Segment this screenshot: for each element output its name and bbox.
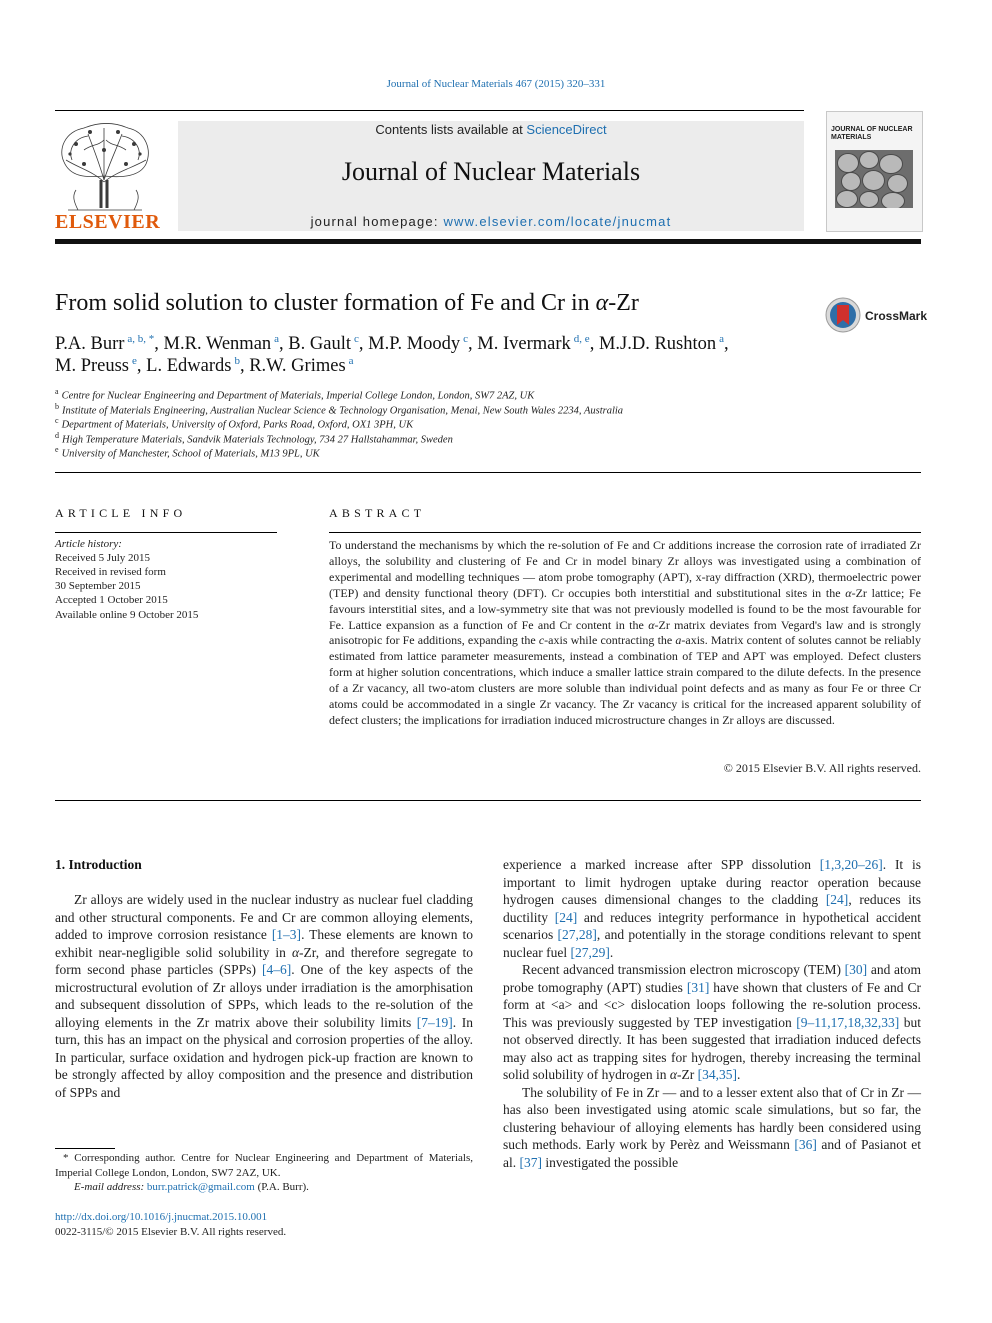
header-top-rule bbox=[55, 110, 804, 111]
text-fragment: . One of the key aspects of the microstructural evolution of Zr alloys under irradiation is the amorphisation and subsequent dissolution of SPPs, which leads to the re-solution of the alloying elements in the Zr matrix above their solubility limits bbox=[55, 962, 473, 1030]
history-line: Available online 9 October 2015 bbox=[55, 609, 199, 621]
text-fragment: . bbox=[736, 1067, 741, 1082]
reference-link[interactable]: [30] bbox=[844, 962, 868, 977]
affiliation bbox=[55, 402, 623, 417]
abstract-c-axis: c bbox=[538, 633, 545, 648]
cover-title: JOURNAL OF NUCLEAR MATERIALS bbox=[831, 126, 913, 141]
text-fragment: The solubility of Fe in Zr — and to a lesser extent also that of Cr in Zr — has also been investigated using atomic scale simulations, but so far, the clustering behaviour of alloying elements has hardly been considered using such methods. Early work by Perèz and Weissmann bbox=[503, 1084, 921, 1152]
homepage-line bbox=[178, 214, 804, 229]
footnote-rule bbox=[55, 1148, 115, 1149]
abstract-a-axis: a bbox=[675, 633, 682, 648]
introduction-heading: 1. Introduction bbox=[55, 857, 142, 872]
intro-paragraph bbox=[503, 961, 921, 1084]
elsevier-wordmark: ELSEVIER bbox=[55, 211, 161, 233]
affiliation-key: c bbox=[55, 416, 59, 425]
author-aff-link[interactable]: a bbox=[348, 355, 354, 367]
text-fragment: experience a marked increase after SPP dissolution bbox=[503, 857, 820, 872]
intro-right-column bbox=[503, 856, 921, 1171]
author-separator: , bbox=[589, 334, 599, 354]
text-fragment: . bbox=[609, 944, 614, 960]
doi-link[interactable]: http://dx.doi.org/10.1016/j.jnucmat.2015.10.001 bbox=[55, 1211, 268, 1223]
reference-link[interactable]: [37] bbox=[519, 1154, 542, 1170]
text-fragment: . It is important to limit hydrogen uptake during reactor operation because hydrogen causes dimensional changes to the cladding bbox=[503, 857, 921, 907]
abstract-fragment: -axis while contracting the bbox=[544, 633, 676, 648]
crossmark-label: CrossMark bbox=[865, 309, 928, 323]
text-fragment: , and potentially in the storage conditions relevant to spent nuclear fuel bbox=[503, 927, 921, 960]
author-separator: , bbox=[358, 334, 369, 354]
author-separator: , bbox=[724, 334, 729, 354]
affiliation-key: b bbox=[55, 402, 59, 411]
intro-left-column bbox=[55, 891, 473, 1101]
author-name: M.J.D. Rushton bbox=[598, 334, 717, 354]
affiliation-key: e bbox=[55, 445, 59, 454]
journal-header-box bbox=[178, 121, 804, 231]
affiliation bbox=[55, 431, 453, 446]
reference-link[interactable]: [27,28] bbox=[557, 927, 597, 942]
email-line bbox=[55, 1180, 473, 1195]
author-separator: , bbox=[136, 356, 147, 376]
title-suffix: -Zr bbox=[608, 290, 639, 316]
header-thick-rule bbox=[55, 239, 921, 244]
homepage-link[interactable]: www.elsevier.com/locate/jnucmat bbox=[443, 214, 672, 229]
crossmark-button[interactable] bbox=[825, 297, 945, 335]
reference-link[interactable]: [9–11,17,18,32,33] bbox=[796, 1014, 900, 1030]
text-fragment: Zr alloys are widely used in the nuclear industry as nuclear fuel cladding and other structural components. Fe and Cr are common alloying elements, added to improve corrosion resistance bbox=[55, 892, 473, 942]
author-aff-link[interactable]: d, e bbox=[573, 333, 590, 345]
reference-link[interactable]: [24] bbox=[825, 892, 849, 907]
history-line: 30 September 2015 bbox=[55, 580, 141, 592]
author-aff-link[interactable]: b bbox=[234, 355, 240, 367]
text-fragment: have shown that clusters of Fe and Cr form at <a> and <c> dislocation loops following the re-solution process. This was previously suggested by TEP investigation bbox=[503, 979, 921, 1030]
journal-cover-image bbox=[826, 111, 923, 232]
affiliation-text: High Temperature Materials, Sandvik Materials Technology, 734 27 Hallstahammar, Sweden bbox=[62, 434, 453, 446]
abstract-heading: ABSTRACT bbox=[329, 506, 426, 520]
author-aff-link[interactable]: e bbox=[132, 355, 137, 367]
author-name: P.A. Burr bbox=[55, 334, 125, 354]
contents-line bbox=[178, 122, 804, 137]
reference-link[interactable]: [4–6] bbox=[261, 962, 292, 977]
issn-copyright: 0022-3115/© 2015 Elsevier B.V. All rights reserved. bbox=[55, 1226, 287, 1238]
text-fragment: and atom probe tomography (APT) studies bbox=[503, 962, 921, 995]
abstract-rule bbox=[329, 532, 921, 533]
affiliation-text: University of Manchester, School of Materials, M13 9PL, UK bbox=[61, 448, 320, 460]
journal-name: Journal of Nuclear Materials bbox=[341, 157, 641, 186]
intro-paragraph bbox=[55, 891, 473, 1101]
author-line-2 bbox=[55, 355, 354, 377]
article-info-rule bbox=[55, 532, 277, 533]
text-fragment: and of Pasianot et al. bbox=[503, 1137, 921, 1170]
cover-micrograph bbox=[835, 150, 913, 208]
text-fragment: . In turn, this has an impact on the physical and corrosion properties of the alloy. In particular, surface oxidation and hydrogen pick-up fraction are known to be strongly affected by alloy composition and the presence and distribution of SPPs and bbox=[55, 1014, 473, 1100]
journal-citation[interactable]: Journal of Nuclear Materials 467 (2015) 320–331 bbox=[386, 78, 606, 90]
email-label: E-mail address: bbox=[74, 1181, 147, 1193]
reference-link[interactable]: [34,35] bbox=[697, 1067, 737, 1082]
reference-link[interactable]: [31] bbox=[686, 979, 710, 995]
article-history-label: Article history: bbox=[55, 538, 122, 550]
contents-prefix: Contents lists available at bbox=[375, 122, 527, 137]
reference-link[interactable]: [7–19] bbox=[416, 1014, 453, 1030]
author-aff-link[interactable]: a bbox=[719, 333, 725, 345]
intro-paragraph bbox=[503, 1084, 921, 1172]
homepage-prefix: journal homepage: bbox=[310, 214, 444, 229]
author-name: M.R. Wenman bbox=[163, 334, 272, 354]
alpha-symbol: α bbox=[291, 944, 300, 960]
text-fragment: . These elements are known to exhibit near-negligible solid solubility in bbox=[55, 927, 474, 960]
author-separator: , bbox=[154, 334, 164, 354]
abstract-fragment: -Zr lattice; Fe favours interstitial sites, and a low-symmetry site that was not previously modelled is found to be the most favourable for Fe. Lattice expansion as a function of Fe and Cr content in the bbox=[329, 585, 921, 632]
affiliations-rule bbox=[55, 472, 921, 473]
article-title bbox=[55, 290, 639, 317]
abstract-alpha: α bbox=[648, 617, 655, 632]
article-info-heading: ARTICLE INFO bbox=[55, 506, 187, 520]
corresponding-author-footnote bbox=[55, 1151, 473, 1195]
abstract-copyright: © 2015 Elsevier B.V. All rights reserved. bbox=[723, 761, 921, 775]
text-fragment: Recent advanced transmission electron microscopy (TEM) bbox=[522, 962, 845, 977]
history-line: Accepted 1 October 2015 bbox=[55, 594, 168, 606]
affiliation-key: d bbox=[55, 431, 59, 440]
reference-link[interactable]: [24] bbox=[554, 909, 578, 925]
author-separator: , bbox=[468, 334, 478, 354]
author-name: M. Ivermark bbox=[477, 334, 571, 354]
text-fragment: but not observed directly. It has been suggested that irradiation induced defects may also act as trapping sites for hydrogen, thereby increasing the terminal solid solubility of hydrogen in bbox=[503, 1014, 921, 1082]
author-name: M. Preuss bbox=[55, 356, 130, 376]
abstract-fragment: -axis. Matrix content of solutes cannot be reliably estimated from lattice parameter measurements, instead a combination of TEP and APT was employed. Defect clusters form at higher solution concentrations, which induce a smaller lattice strain compared to the dilute defects. In the presence of a Zr vacancy, all two-atom clusters are more soluble than individual point defects and as many as four Fe or three Cr atoms could be accommodated in a single Zr vacancy. The Zr vacancy is critical for the increased apparent solubility of defect clusters; the implications for irradiation induced microstructure changes in Zr alloys are discussed. bbox=[329, 633, 922, 727]
abstract-bottom-rule bbox=[55, 800, 921, 801]
intro-paragraph bbox=[503, 856, 921, 961]
author-name: R.W. Grimes bbox=[249, 356, 346, 376]
corresponding-note: * Corresponding author. Centre for Nuclear Engineering and Department of Materials, Imperial College London, London, SW7 2AZ, UK. bbox=[55, 1152, 473, 1179]
text-fragment: investigated the possible bbox=[542, 1154, 679, 1170]
abstract-fragment: -Zr matrix deviates from Vegard's law and is strongly anisotropic for Fe additions, expanding the bbox=[329, 617, 921, 648]
reference-link[interactable]: [27,29] bbox=[570, 944, 610, 960]
text-fragment: , reduces its ductility bbox=[503, 892, 921, 925]
email-link[interactable]: burr.patrick@gmail.com bbox=[146, 1181, 255, 1193]
history-line: Received 5 July 2015 bbox=[55, 552, 151, 564]
author-aff-link[interactable]: a, b, * bbox=[127, 333, 155, 345]
reference-link[interactable]: [1,3,20–26] bbox=[819, 857, 883, 872]
reference-link[interactable]: [1–3] bbox=[271, 927, 302, 942]
sciencedirect-link[interactable]: ScienceDirect bbox=[526, 122, 607, 137]
affiliation-key: a bbox=[55, 387, 59, 396]
author-line-1 bbox=[55, 333, 729, 355]
author-name: M.P. Moody bbox=[368, 334, 461, 354]
author-aff-link[interactable]: a bbox=[274, 333, 280, 345]
text-fragment: -Zr, and therefore segregate to form second phase particles (SPPs) bbox=[55, 944, 473, 977]
title-main: From solid solution to cluster formation of Fe and Cr in bbox=[55, 290, 596, 316]
author-aff-link[interactable]: c bbox=[354, 333, 359, 345]
text-fragment: -Zr bbox=[676, 1067, 698, 1082]
affiliation-text: Department of Materials, University of Oxford, Parks Road, Oxford, OX1 3PH, UK bbox=[61, 419, 414, 431]
author-aff-link[interactable]: c bbox=[463, 333, 469, 345]
email-suffix: (P.A. Burr). bbox=[254, 1181, 309, 1193]
abstract-text bbox=[329, 538, 921, 729]
affiliation bbox=[55, 387, 534, 402]
crossmark-icon bbox=[825, 297, 861, 333]
history-line: Received in revised form bbox=[55, 566, 166, 578]
abstract-fragment: To understand the mechanisms by which the re-solution of Fe and Cr additions increase the corrosion rate of irradiated Zr alloys, the solubility and clustering of Fe and Cr in model binary Zr alloys was investigated using a combination of experimental and modelling techniques — atom probe tomography (APT), x-ray diffraction (XRD), thermoelectric power (TEP) and density functional theory (DFT). Cr occupies both interstitial and substitutional sites in the bbox=[329, 538, 921, 600]
affiliation-text: Centre for Nuclear Engineering and Department of Materials, Imperial College London, London, SW7 2AZ, UK bbox=[61, 390, 535, 402]
reference-link[interactable]: [36] bbox=[794, 1137, 817, 1152]
author-separator: , bbox=[279, 334, 289, 354]
abstract-alpha: α bbox=[845, 585, 852, 600]
author-name: L. Edwards bbox=[146, 356, 232, 376]
title-alpha: α bbox=[595, 290, 609, 316]
text-fragment: and reduces integrity performance in hypothetical accident scenarios bbox=[503, 909, 921, 942]
alpha-symbol: α bbox=[669, 1067, 677, 1082]
author-separator: , bbox=[239, 356, 250, 376]
author-name: B. Gault bbox=[288, 334, 351, 354]
affiliation bbox=[55, 416, 413, 431]
affiliation-text: Institute of Materials Engineering, Australian Nuclear Science & Technology Organisation, Menai, New South Wales 2234, Australia bbox=[62, 405, 624, 417]
affiliation bbox=[55, 445, 320, 460]
